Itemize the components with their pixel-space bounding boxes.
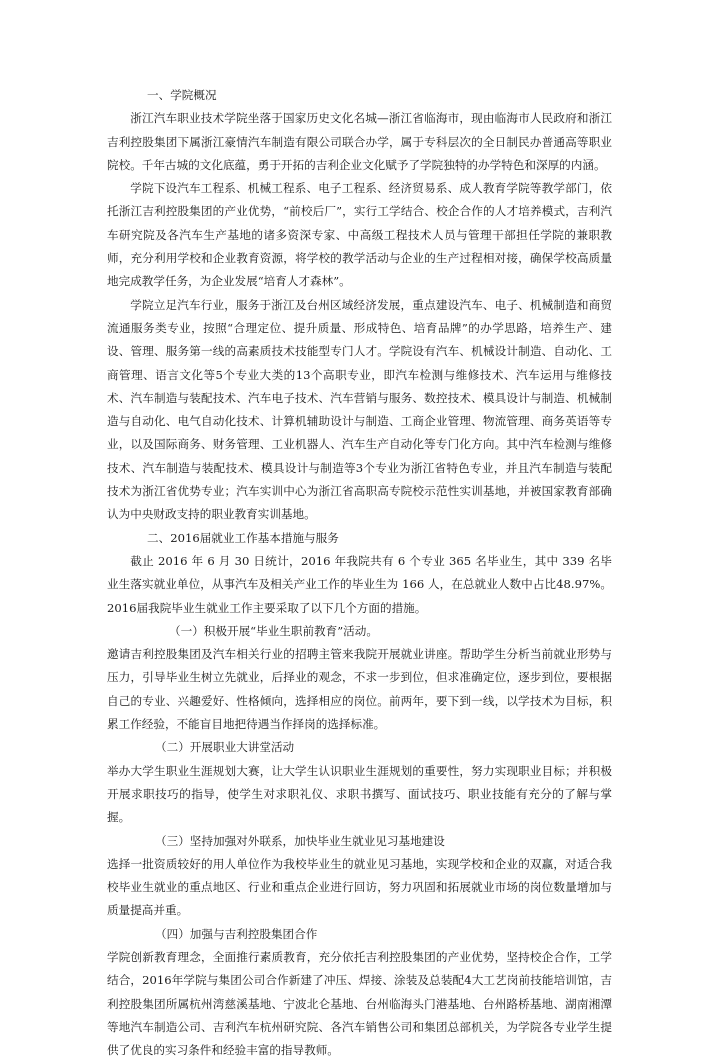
subsection-2-paragraph: 举办大学生职业生涯规划大赛，让大学生认识职业生涯规划的重要性，努力实现职业目标；并积极开展求职技巧的指导，使学生对求职礼仪、求职书撰写、面试技巧、职业技能有充分的了解与掌握。 — [107, 763, 612, 825]
subsection-4-paragraph: 学院创新教育理念，全面推行素质教育，充分依托吉利控股集团的产业优势，坚持校企合作，工学结合，2016年学院与集团公司合作新建了冲压、焊接、涂装及总装配4大工艺岗前技能培训馆，吉利控股集团所属杭州湾慈溪基地、宁波北仑基地、台州临海头门港基地、台州路桥基地、湖南湘潭等地汽车制造公司、吉利汽车杭州研究院、各汽车销售公司和集团总部机关，为学院各专业学生提供了优良的实习条件和经验丰富的指导教师。 — [107, 949, 612, 1058]
section-1-paragraph-3: 学院立足汽车行业，服务于浙江及台州区域经济发展，重点建设汽车、电子、机械制造和商贸流通服务类专业，按照“合理定位、提升质量、形成特色、培育品牌”的办学思路，培养生产、建设、管理、服务第一线的高素质技术技能型专门人才。学院设有汽车、机械设计制造、自动化、工商管理、语言文化等5个专业大类的13个高职专业，即汽车检测与维修技术、汽车运用与维修技术、汽车制造与装配技术、汽车电子技术、汽车营销与服务、数控技术、模具设计与制造、机械制造与自动化、电气自动化技术、计算机辅助设计与制造、工商企业管理、物流管理、商务英语等专业，以及国际商务、财务管理、工业机器人、汽车生产自动化等专门化方向。其中汽车检测与维修技术、汽车制造与装配技术、模具设计与制造等3个专业为浙江省特色专业，并且汽车制造与装配技术为浙江省优势专业；汽车实训中心为浙江省高职高专院校示范性实训基地，并被国家教育部确认为中央财政支持的职业教育实训基地。 — [107, 297, 612, 522]
subsection-3-paragraph: 选择一批资质较好的用人单位作为我校毕业生的就业见习基地，实现学校和企业的双赢，对适合我校毕业生就业的重点地区、行业和重点企业进行回访，努力巩固和拓展就业市场的岗位数量增加与质量提高并重。 — [107, 856, 612, 918]
section-2-heading: 二、2016届就业工作基本措施与服务 — [147, 530, 339, 545]
subsection-3-heading: （三）坚持加强对外联系，加快毕业生就业见习基地建设 — [155, 833, 445, 848]
subsection-4-heading: （四）加强与吉利控股集团合作 — [155, 926, 318, 941]
subsection-2-heading: （二）开展职业大讲堂活动 — [155, 740, 295, 755]
section-1-heading: 一、学院概况 — [147, 88, 217, 102]
section-2-paragraph-1: 截止 2016 年 6 月 30 日统计，2016 年我院共有 6 个专业 365 名毕业生，其中 339 名毕业生落实就业单位，从事汽车及相关产业工作的毕业生为 166 人，在总就业人数中占比48.97%。2016届我院毕业生就业工作主要采取了以下几个方面的措施。 — [107, 553, 612, 615]
section-1-paragraph-2: 学院下设汽车工程系、机械工程系、电子工程系、经济贸易系、成人教育学院等教学部门，依托浙江吉利控股集团的产业优势，“前校后厂”，实行工学结合、校企合作的人才培养模式，吉利汽车研究院及各汽车生产基地的诸多资深专家、中高级工程技术人员与管理干部担任学院的兼职教师，充分利用学校和企业教育资源，将学校的教学活动与企业的生产过程相对接，确保学校高质量地完成教学任务，为企业发展“培育人才森林”。 — [107, 181, 612, 289]
subsection-1-paragraph: 邀请吉利控股集团及汽车相关行业的招聘主管来我院开展就业讲座。帮助学生分析当前就业形势与压力，引导毕业生树立先就业，后择业的观念，不求一步到位，但求准确定位，逐步到位，要根据自己的专业、兴趣爱好、性格倾向，选择相应的岗位。前两年，要下到一线，以学技术为目标，积累工作经验，不能盲目地把待遇当作择岗的选择标准。 — [107, 647, 612, 732]
section-1-paragraph-1: 浙江汽车职业技术学院坐落于国家历史文化名城—浙江省临海市，现由临海市人民政府和浙江吉利控股集团下属浙江豪情汽车制造有限公司联合办学，属于专科层次的全日制民办普通高等职业院校。千年古城的文化底蕴，勇于开拓的吉利企业文化赋予了学院独特的办学特色和深厚的内涵。 — [107, 111, 612, 172]
subsection-1-heading: （一）积极开展“毕业生职前教育”活动。 — [169, 623, 378, 638]
